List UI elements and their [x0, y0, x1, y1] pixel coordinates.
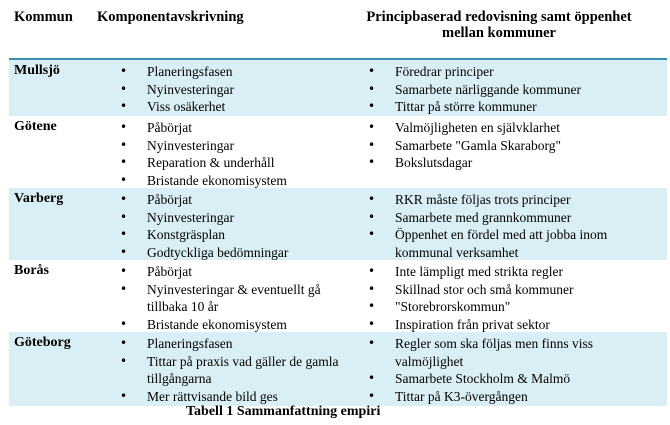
- header-komponent: Komponentavskrivning: [97, 9, 244, 25]
- table-row-boras: [9, 260, 667, 332]
- list-item: • Bokslutsdagar: [368, 154, 648, 172]
- list-item: • RKR måste följas trots principer: [368, 191, 648, 209]
- table-caption: Tabell 1 Sammanfattning empiri: [186, 404, 381, 419]
- list-item: • Föredrar principer: [368, 63, 648, 81]
- kommun-name: Borås: [14, 263, 49, 278]
- komponent-list: [120, 263, 360, 333]
- list-item: • Tittar på större kommuner: [368, 98, 648, 116]
- kommun-name: Varberg: [14, 191, 64, 206]
- princip-list: [368, 63, 648, 116]
- list-item: • Bristande ekonomisystem: [120, 316, 360, 334]
- table-header: [9, 0, 667, 60]
- table-row-mullsjo: [9, 60, 667, 116]
- list-item: • Påbörjat: [120, 119, 360, 137]
- list-item: • Inspiration från privat sektor: [368, 316, 648, 334]
- princip-list: [368, 335, 648, 405]
- table-row-varberg: [9, 188, 667, 260]
- list-item: • Påbörjat: [120, 263, 360, 281]
- table-row-goteborg: [9, 332, 667, 406]
- list-item: • Samarbete med grannkommuner: [368, 209, 648, 227]
- princip-list: [368, 263, 648, 333]
- komponent-list: [120, 119, 360, 189]
- list-item: • Godtyckliga bedömningar: [120, 244, 360, 262]
- list-item: • Inte lämpligt med strikta regler: [368, 263, 648, 281]
- list-item: • Nyinvesteringar: [120, 81, 360, 99]
- list-item: • Viss osäkerhet: [120, 98, 360, 116]
- header-kommun: Kommun: [14, 9, 73, 25]
- list-item: • Påbörjat: [120, 191, 360, 209]
- list-item: • Tittar på praxis vad gäller de gamla tillgångarna: [120, 353, 360, 388]
- list-item: • Planeringsfasen: [120, 63, 360, 81]
- list-item: • Valmöjligheten en självklarhet: [368, 119, 648, 137]
- list-item: • Skillnad stor och små kommuner: [368, 281, 648, 299]
- summary-table: [9, 0, 667, 406]
- list-item: • Öppenhet en fördel med att jobba inom kommunal verksamhet: [368, 226, 648, 261]
- table-row-gotene: [9, 116, 667, 188]
- list-item: • Samarbete "Gamla Skaraborg": [368, 137, 648, 155]
- komponent-list: [120, 191, 360, 261]
- list-item: • "Storebrorskommun": [368, 298, 648, 316]
- list-item: • Reparation & underhåll: [120, 154, 360, 172]
- princip-list: [368, 119, 648, 172]
- list-item: • Tittar på K3-övergången: [368, 388, 648, 406]
- list-item: • Bristande ekonomisystem: [120, 172, 360, 190]
- kommun-name: Götene: [14, 119, 57, 134]
- kommun-name: Göteborg: [14, 335, 71, 350]
- header-princip: Principbaserad redovisning samt öppenhet mellan kommuner: [366, 9, 632, 41]
- list-item: • Planeringsfasen: [120, 335, 360, 353]
- list-item: • Nyinvesteringar & eventuellt gå tillbaka 10 år: [120, 281, 360, 316]
- list-item: • Mer rättvisande bild ges: [120, 388, 360, 406]
- list-item: • Konstgräsplan: [120, 226, 360, 244]
- list-item: • Nyinvesteringar: [120, 209, 360, 227]
- list-item: • Samarbete närliggande kommuner: [368, 81, 648, 99]
- list-item: • Samarbete Stockholm & Malmö: [368, 370, 648, 388]
- list-item: • Nyinvesteringar: [120, 137, 360, 155]
- komponent-list: [120, 335, 360, 405]
- kommun-name: Mullsjö: [14, 63, 60, 78]
- princip-list: [368, 191, 648, 261]
- list-item: • Regler som ska följas men finns viss valmöjlighet: [368, 335, 648, 370]
- komponent-list: [120, 63, 360, 116]
